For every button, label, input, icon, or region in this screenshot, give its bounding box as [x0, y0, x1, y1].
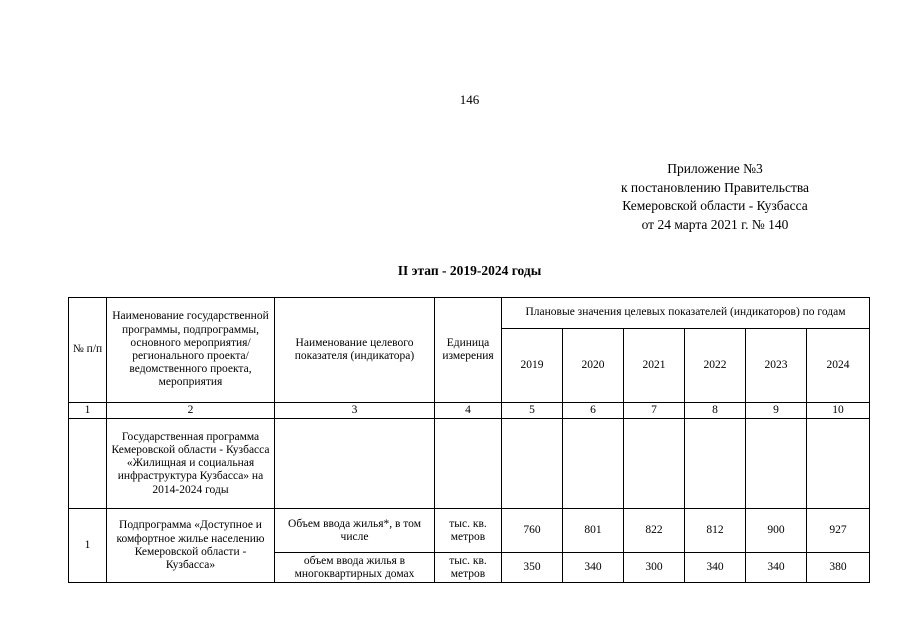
indicators-table: [68, 297, 870, 583]
table-row: [69, 509, 870, 553]
subprogram-name: Подпрограмма «Доступное и комфортное жилье населению Кемеровской области - Кузбасса»: [107, 509, 275, 583]
unit-cell: тыс. кв. метров: [435, 553, 502, 583]
appendix-block: [580, 160, 850, 234]
header-year: 2022: [685, 329, 746, 403]
header-unit: Единица измерения: [435, 298, 502, 403]
empty-cell: [624, 419, 685, 509]
page-number: 146: [459, 92, 480, 107]
column-number: 8: [685, 403, 746, 419]
value-cell: 340: [685, 553, 746, 583]
header-year: 2023: [746, 329, 807, 403]
header-year: 2024: [807, 329, 870, 403]
empty-cell: [502, 419, 563, 509]
header-program: Наименование государственной программы, подпрограммы, основного мероприятия/ регионального проекта/ ведомственного проекта, мероприятия: [107, 298, 275, 403]
program-num-cell: [69, 419, 107, 509]
header-indicator: Наименование целевого показателя (индикатора): [275, 298, 435, 403]
subprogram-num: 1: [69, 509, 107, 583]
value-cell: 812: [685, 509, 746, 553]
appendix-line-4: от 24 марта 2021 г. № 140: [641, 216, 789, 232]
appendix-line-1: Приложение №3: [667, 161, 763, 176]
value-cell: 340: [746, 553, 807, 583]
column-number: 9: [746, 403, 807, 419]
value-cell: 300: [624, 553, 685, 583]
column-number: 1: [69, 403, 107, 419]
stage-title: II этап - 2019-2024 годы: [397, 263, 542, 278]
appendix-line-3: Кемеровской области - Кузбасса: [622, 198, 808, 213]
unit-cell: тыс. кв. метров: [435, 509, 502, 553]
header-year: 2019: [502, 329, 563, 403]
program-row: [69, 419, 870, 509]
indicator-name: объем ввода жилья в многоквартирных домах: [275, 553, 435, 583]
column-number: 7: [624, 403, 685, 419]
appendix-line-2: к постановлению Правительства: [620, 179, 810, 195]
empty-cell: [563, 419, 624, 509]
header-year: 2020: [563, 329, 624, 403]
empty-cell: [275, 419, 435, 509]
header-year: 2021: [624, 329, 685, 403]
header-num: № п/п: [69, 298, 107, 403]
program-name: Государственная программа Кемеровской области - Кузбасса «Жилищная и социальная инфраструктура Кузбасса» на 2014-2024 годы: [107, 419, 275, 509]
value-cell: 900: [746, 509, 807, 553]
value-cell: 350: [502, 553, 563, 583]
indicator-name: Объем ввода жилья*, в том числе: [275, 509, 435, 553]
empty-cell: [807, 419, 870, 509]
column-number: 3: [275, 403, 435, 419]
value-cell: 760: [502, 509, 563, 553]
value-cell: 927: [807, 509, 870, 553]
empty-cell: [685, 419, 746, 509]
empty-cell: [435, 419, 502, 509]
value-cell: 340: [563, 553, 624, 583]
header-planned: Плановые значения целевых показателей (индикаторов) по годам: [502, 298, 870, 329]
column-number: 5: [502, 403, 563, 419]
empty-cell: [746, 419, 807, 509]
value-cell: 801: [563, 509, 624, 553]
column-number: 6: [563, 403, 624, 419]
value-cell: 822: [624, 509, 685, 553]
column-numbers-row: [69, 403, 870, 419]
header-row-1: [69, 298, 870, 329]
column-number: 2: [107, 403, 275, 419]
value-cell: 380: [807, 553, 870, 583]
column-number: 4: [435, 403, 502, 419]
column-number: 10: [807, 403, 870, 419]
